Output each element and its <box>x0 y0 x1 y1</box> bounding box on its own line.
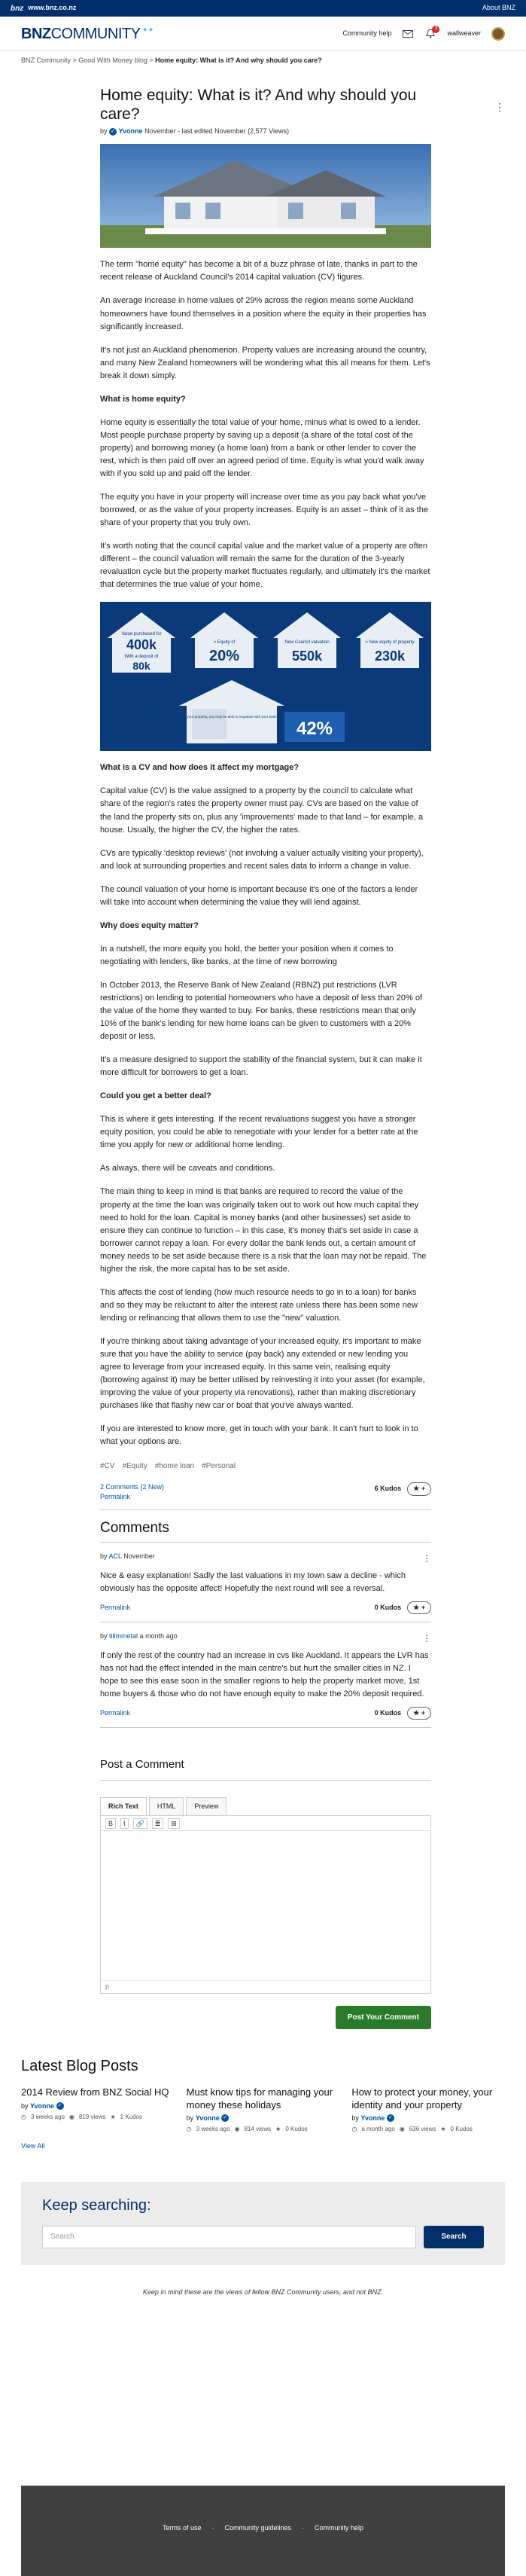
comments-link[interactable]: 2 Comments (2 New) <box>100 1483 165 1491</box>
tag[interactable]: #home loan <box>154 1462 195 1471</box>
blog-card-time: 3 weeks ago <box>196 2126 230 2133</box>
eye-icon: ◉ <box>68 2114 74 2121</box>
keep-searching-panel <box>21 2182 505 2265</box>
post-comment-button[interactable]: Post Your Comment <box>336 2006 431 2029</box>
footer-terms-link[interactable]: Terms of use <box>162 2524 202 2532</box>
username-link[interactable]: wallweaver <box>447 29 481 37</box>
by-text: by <box>351 2114 359 2122</box>
verified-icon: ✓ <box>387 2114 394 2122</box>
community-help-link[interactable]: Community help <box>342 29 392 37</box>
clock-icon: ◷ <box>351 2126 357 2133</box>
comment-text: Nice & easy explanation! Sadly the last valuations in my town saw a decline - which obviously has the opposite affect! Hopefully the next round will see a reversal. <box>100 1570 406 1593</box>
blog-card-views: 819 views <box>78 2114 106 2121</box>
blog-card-title[interactable]: 2014 Review from BNZ Social HQ <box>21 2086 169 2098</box>
kudos-button[interactable]: ★ + <box>407 1482 431 1496</box>
paragraph: The main thing to keep in mind is that banks are required to record the value of the property at the time the loan was originally taken out to work out how much capital they need to hold for the loan. Capital is money banks (and other businesses) set aside to ensure they can continue to function – in this case, it's money that's set aside in case a borrower cannot repay a loan. For every dollar the bank lends out, a certain amount of money needs to be set aside because there is a risk that the loan may not be repaid. The higher the risk, the more capital has to be set aside. <box>100 1187 427 1274</box>
eye-icon: ◉ <box>399 2126 405 2133</box>
search-button[interactable]: Search <box>424 2226 484 2248</box>
comment-editor[interactable] <box>100 1816 431 1994</box>
infographic-h3-value: 550k <box>291 649 323 664</box>
view-all-link[interactable]: View All <box>21 2142 45 2150</box>
blog-card-kudos: 0 Kudos <box>450 2126 473 2133</box>
tab-preview[interactable]: Preview <box>186 1797 227 1816</box>
blog-card-views: 814 views <box>244 2126 272 2133</box>
search-input[interactable]: Search <box>42 2226 416 2248</box>
disclaimer: Keep in mind these are the views of fellow BNZ Community users, and not BNZ. <box>142 2288 384 2296</box>
comment <box>100 1622 431 1728</box>
paragraph: This affects the cost of lending (how much resource needs to go in to a loan) for banks and so they may be reluctant to alter the interest rate unless there has been some new lending or refinancing that allows them to use the "new" valuation. <box>100 1287 418 1323</box>
post-meta: November - last edited November (2,577 Views) <box>144 127 289 135</box>
tag[interactable]: #Equity <box>122 1462 147 1471</box>
footer-guidelines-link[interactable]: Community guidelines <box>224 2524 292 2532</box>
notification-badge: 3 <box>432 26 439 33</box>
bnz-mini-logo[interactable]: bnz <box>11 4 24 13</box>
paragraph: If you're thinking about taking advantage of your increased equity, it's important to make sure that you have the ability to service (pay back) any extended or new lending you agree to leverage from your increased equity. In this same vein, realising equity (borrowing against it) may be better utilised by reinvesting it into your asset (for example, improving the value of your property via renovations), rather than making discretionary purchases like that flashy new car or boat that you've always wanted. <box>100 1336 425 1411</box>
eye-icon: ◉ <box>234 2126 240 2133</box>
blog-card[interactable] <box>351 2086 505 2134</box>
top-bar <box>0 0 526 17</box>
italic-icon[interactable]: I <box>120 1818 129 1829</box>
by-text: by <box>100 1552 108 1561</box>
paragraph: This is where it gets interesting. If the recent revaluations suggest you have a stronger equity position, you could be able to renegotiate with your lender for a better rate at the time you apply for new or additional home lending. <box>100 1115 418 1150</box>
star-icon: ★ <box>275 2126 281 2133</box>
site-footer <box>21 2486 505 2576</box>
blog-card-views: 636 views <box>409 2126 436 2133</box>
keep-searching-heading: Keep searching: <box>42 2196 151 2214</box>
clock-icon: ◷ <box>186 2126 192 2133</box>
infographic-h1-value: 400k <box>126 637 157 653</box>
paragraph: In October 2013, the Reserve Bank of New Zealand (RBNZ) put restrictions (LVR restrictions) on lending to potential homeowners who have a deposit of less than 20% of the value of the home they wanted to buy. For banks, these restrictions mean that only 10% of the bank's lending for new home loans can be given to customers with a 20% deposit or less. <box>100 980 423 1042</box>
site-header <box>0 17 526 51</box>
editor-toolbar <box>101 1816 430 1831</box>
blog-card-time: 3 weeks ago <box>30 2114 65 2121</box>
hero-house-image <box>100 144 431 248</box>
comment-time: a month ago <box>139 1632 178 1641</box>
article-body <box>100 258 431 1448</box>
divider <box>100 1780 431 1781</box>
paragraph: CVs are typically 'desktop reviews' (not involving a valuer actually visiting your property), and look at surrounding properties and recent sales data to inform a change in value. <box>100 848 424 871</box>
tag[interactable]: #Personal <box>202 1462 236 1471</box>
divider <box>100 1509 431 1510</box>
table-icon[interactable]: ⊞ <box>168 1818 180 1829</box>
blog-card-title[interactable]: Must know tips for managing your money these holidays <box>186 2086 333 2111</box>
blog-card-author[interactable]: Yvonne <box>360 2114 385 2122</box>
latest-blog-posts <box>0 2055 526 2152</box>
list-icon[interactable]: ≣ <box>152 1818 164 1829</box>
editor-status: p <box>105 1982 110 1990</box>
comment <box>100 1543 431 1622</box>
star-icon: ★ <box>440 2126 446 2133</box>
tag[interactable]: #CV <box>100 1462 115 1471</box>
breadcrumb: BNZ Community > Good With Money blog > Home equity: What is it? And why should you care? <box>21 56 322 64</box>
comment-time: November <box>123 1552 155 1561</box>
infographic-h1-sub: With a deposit of <box>124 655 159 660</box>
section-heading: Why does equity matter? <box>100 920 199 930</box>
verified-icon: ✓ <box>221 2114 229 2122</box>
tab-html[interactable]: HTML <box>149 1797 184 1816</box>
kudos-count: 6 Kudos <box>374 1485 402 1493</box>
by-text: by <box>21 2101 29 2110</box>
comments-heading: Comments <box>100 1519 169 1536</box>
paragraph: The council valuation of your home is important because it's one of the factors a lender will take into account when determining the value they will lend against. <box>100 884 418 907</box>
editor-tabs <box>100 1797 431 1817</box>
author-link[interactable]: Yvonne <box>118 127 143 135</box>
latest-heading: Latest Blog Posts <box>21 2058 138 2075</box>
paragraph: It's worth noting that the council capital value and the market value of a property are often different – the council valuation will remain the same for the duration of the 3-yearly revaluation cycle but the property market fluctuates regularly, and ultimately it's the market that determines the true value of your home. <box>100 542 430 590</box>
paragraph: Home equity is essentially the total value of your home, minus what is owed to a lender. Most people purchase property by saving up a deposit (a share of the total cost of the property) and borrowing money (a home loan) from a bank or other lender to cover the rest, which is then paid off over an agreed period of time. Equity is what you'd walk away with if you sold up and paid off the lender. <box>100 417 424 478</box>
tab-rich-text[interactable]: Rich Text <box>100 1797 147 1816</box>
paragraph: The equity you have in your property will increase over time as you pay back what you've borrowed, or as the value of your property increases. Equity is an asset – think of it as the share of your property that you truly own. <box>100 493 428 528</box>
page-title: Home equity: What is it? And why should you care? <box>100 86 417 123</box>
post-byline <box>100 127 431 137</box>
infographic-h2-top: = Equity of <box>213 640 236 646</box>
clock-icon: ◷ <box>21 2114 26 2121</box>
blog-card[interactable] <box>21 2086 175 2134</box>
permalink-link[interactable]: Permalink <box>100 1492 131 1500</box>
comment-author-link[interactable]: ACL <box>108 1552 122 1561</box>
comment-author-link[interactable]: tillmmetal <box>109 1632 138 1641</box>
logo-rest: COMMUNITY <box>50 25 141 42</box>
kudos-button[interactable]: ★ + <box>407 1707 431 1720</box>
blog-card-title[interactable]: How to protect your money, your identity and your property <box>351 2086 493 2111</box>
post-comment-heading: Post a Comment <box>100 1758 184 1772</box>
bold-icon[interactable]: B <box>105 1818 116 1829</box>
bell-icon[interactable] <box>424 28 436 40</box>
by-text: by <box>100 1632 108 1641</box>
infographic-h4-top: = New equity of property <box>365 640 415 646</box>
tag-list <box>100 1460 431 1472</box>
paragraph: In a nutshell, the more equity you hold, the better your position when it comes to negotiating with lenders, like banks, at the time of new borrowing <box>100 944 394 966</box>
logo-stars-icon: ✦✦ <box>141 26 154 35</box>
section-heading: What is a CV and how does it affect my mortgage? <box>100 763 299 773</box>
paragraph: It's not just an Auckland phenomenon. Property values are increasing around the country, and many New Zealand homeowners will be wondering what this all means for them. Let's break it down simply. <box>100 345 430 380</box>
paragraph: It's a measure designed to support the stability of the financial system, but it can make it more difficult for borrowers to get a loan. <box>100 1055 422 1078</box>
star-icon: ★ <box>110 2114 116 2121</box>
post-footer <box>100 1482 431 1501</box>
comment-permalink[interactable]: Permalink <box>100 1603 131 1611</box>
logo-bold: BNZ <box>21 25 51 42</box>
comment-options-icon[interactable]: ⋮ <box>422 1553 431 1564</box>
paragraph: As always, there will be caveats and conditions. <box>100 1164 275 1174</box>
link-icon[interactable]: 🔗 <box>133 1818 147 1829</box>
comment-text: If only the rest of the country had an increase in cvs like Auckland. It appears the LVR has has not had the effect intended in the main centre's but hurt the smaller cities in NZ. I hope to see this ease soon in the smaller regions to help the property market move, 1st home buyers & those who do not have enough equity to make the 20% deposit required. <box>100 1650 429 1699</box>
post-options-icon[interactable]: ⋮ <box>494 101 505 113</box>
blog-card[interactable] <box>187 2086 340 2134</box>
paragraph: An average increase in home values of 29% across the region means some Auckland homeowners have found themselves in a position where the equity in their properties has significantly increased. <box>100 296 427 331</box>
comment-byline <box>100 1631 431 1642</box>
infographic-bottom-value: 42% <box>296 719 333 740</box>
section-heading: What is home equity? <box>100 394 186 404</box>
infographic-h3-top: New Council valuation <box>284 640 330 646</box>
bnz-url-link[interactable]: www.bnz.co.nz <box>28 4 77 12</box>
blog-card-author[interactable]: Yvonne <box>195 2114 220 2122</box>
by-text: by <box>100 127 108 135</box>
community-logo[interactable] <box>21 23 154 45</box>
comment-options-icon[interactable]: ⋮ <box>422 1633 431 1644</box>
section-heading: Could you get a better deal? <box>100 1091 211 1101</box>
paragraph: If you are interested to know more, get in touch with your bank. It can't hurt to look in to what your options are. <box>100 1424 418 1447</box>
comment-permalink[interactable]: Permalink <box>100 1708 131 1717</box>
envelope-icon[interactable] <box>402 28 414 40</box>
breadcrumb-home[interactable]: BNZ Community <box>21 56 71 64</box>
infographic-h1-top: Value purchased for <box>121 632 162 637</box>
editor-status-divider <box>101 1980 430 1981</box>
avatar[interactable] <box>491 27 505 41</box>
verified-icon: ✓ <box>56 2102 64 2110</box>
footer-separator: · <box>302 2524 305 2532</box>
verified-icon: ✓ <box>109 128 117 136</box>
blog-card-kudos: 1 Kudos <box>120 2114 142 2121</box>
footer-separator: · <box>211 2524 214 2532</box>
footer-help-link[interactable]: Community help <box>315 2524 364 2532</box>
infographic-bottom-text: Thanks to increased value of your property, you may be able to negotiate with your bank <box>141 715 277 719</box>
blog-card-time: a month ago <box>361 2126 395 2133</box>
comment-byline <box>100 1552 431 1562</box>
paragraph: The term "home equity" has become a bit of a buzz phrase of late, thanks in part to the recent release of Auckland Council's 2014 capital valuation (CV) figures. <box>100 260 418 282</box>
by-text: by <box>186 2114 194 2122</box>
blog-card-kudos: 0 Kudos <box>285 2126 308 2133</box>
paragraph: Capital value (CV) is the value assigned to a property by the council to calculate what share of the region's rates the property owner must pay. CVs are based on the value of the land the property sits on, plus any 'improvements' made to that land – for example, a house. Usually, the higher the CV, the higher the rates. <box>100 786 424 835</box>
about-bnz-link[interactable]: About BNZ <box>482 4 515 12</box>
kudos-count: 0 Kudos <box>374 1708 402 1717</box>
breadcrumb-current: Home equity: What is it? And why should you care? <box>155 56 322 64</box>
breadcrumb-blog[interactable]: Good With Money blog <box>78 56 147 64</box>
main-content <box>100 86 431 2030</box>
infographic-h2-value: 20% <box>208 648 240 665</box>
equity-infographic <box>100 602 431 751</box>
kudos-button[interactable]: ★ + <box>407 1601 431 1615</box>
infographic-h1-subvalue: 80k <box>132 660 151 673</box>
infographic-h4-value: 230k <box>374 649 406 664</box>
kudos-count: 0 Kudos <box>374 1603 402 1611</box>
blog-card-author[interactable]: Yvonne <box>30 2101 55 2110</box>
